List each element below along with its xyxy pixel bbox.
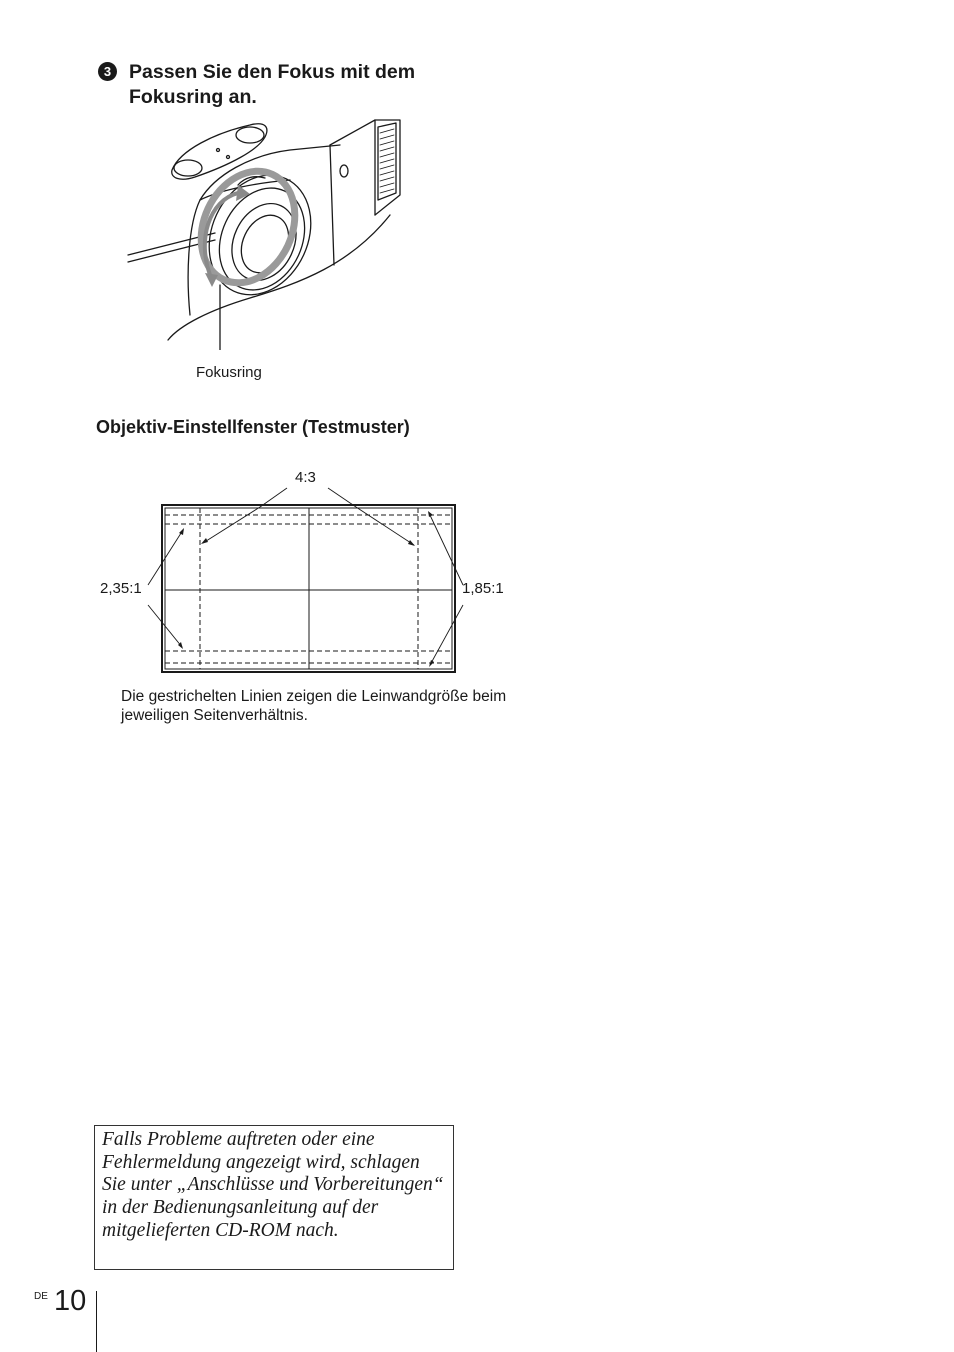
focus-ring-label: Fokusring <box>196 364 262 381</box>
page-number: 10 <box>54 1285 87 1317</box>
pattern-caption: Die gestrichelten Linien zeigen die Leinwandgröße beim jeweiligen Seitenverhältnis. <box>121 688 507 724</box>
step-instruction: Passen Sie den Fokus mit dem Fokusring an. <box>129 61 416 108</box>
step-heading <box>98 60 489 110</box>
test-pattern-diagram <box>95 465 515 680</box>
language-code: DE <box>34 1291 48 1302</box>
step-number-badge: 3 <box>98 62 117 81</box>
projector-focus-illustration <box>120 115 420 350</box>
ratio-label-2-35: 2,35:1 <box>100 580 142 597</box>
troubleshooting-note: Falls Probleme auftreten oder eine Fehlermeldung angezeigt wird, schlagen Sie unter „Anschlüsse und Vorbereitungen“ in der Bedienungsanleitung auf der mitgelieferten CD-ROM nach. <box>94 1125 454 1270</box>
ratio-label-4-3: 4:3 <box>295 469 316 486</box>
section-heading: Objektiv-Einstellfenster (Testmuster) <box>96 417 410 437</box>
ratio-label-1-85: 1,85:1 <box>462 580 504 597</box>
page-divider <box>96 1291 97 1352</box>
